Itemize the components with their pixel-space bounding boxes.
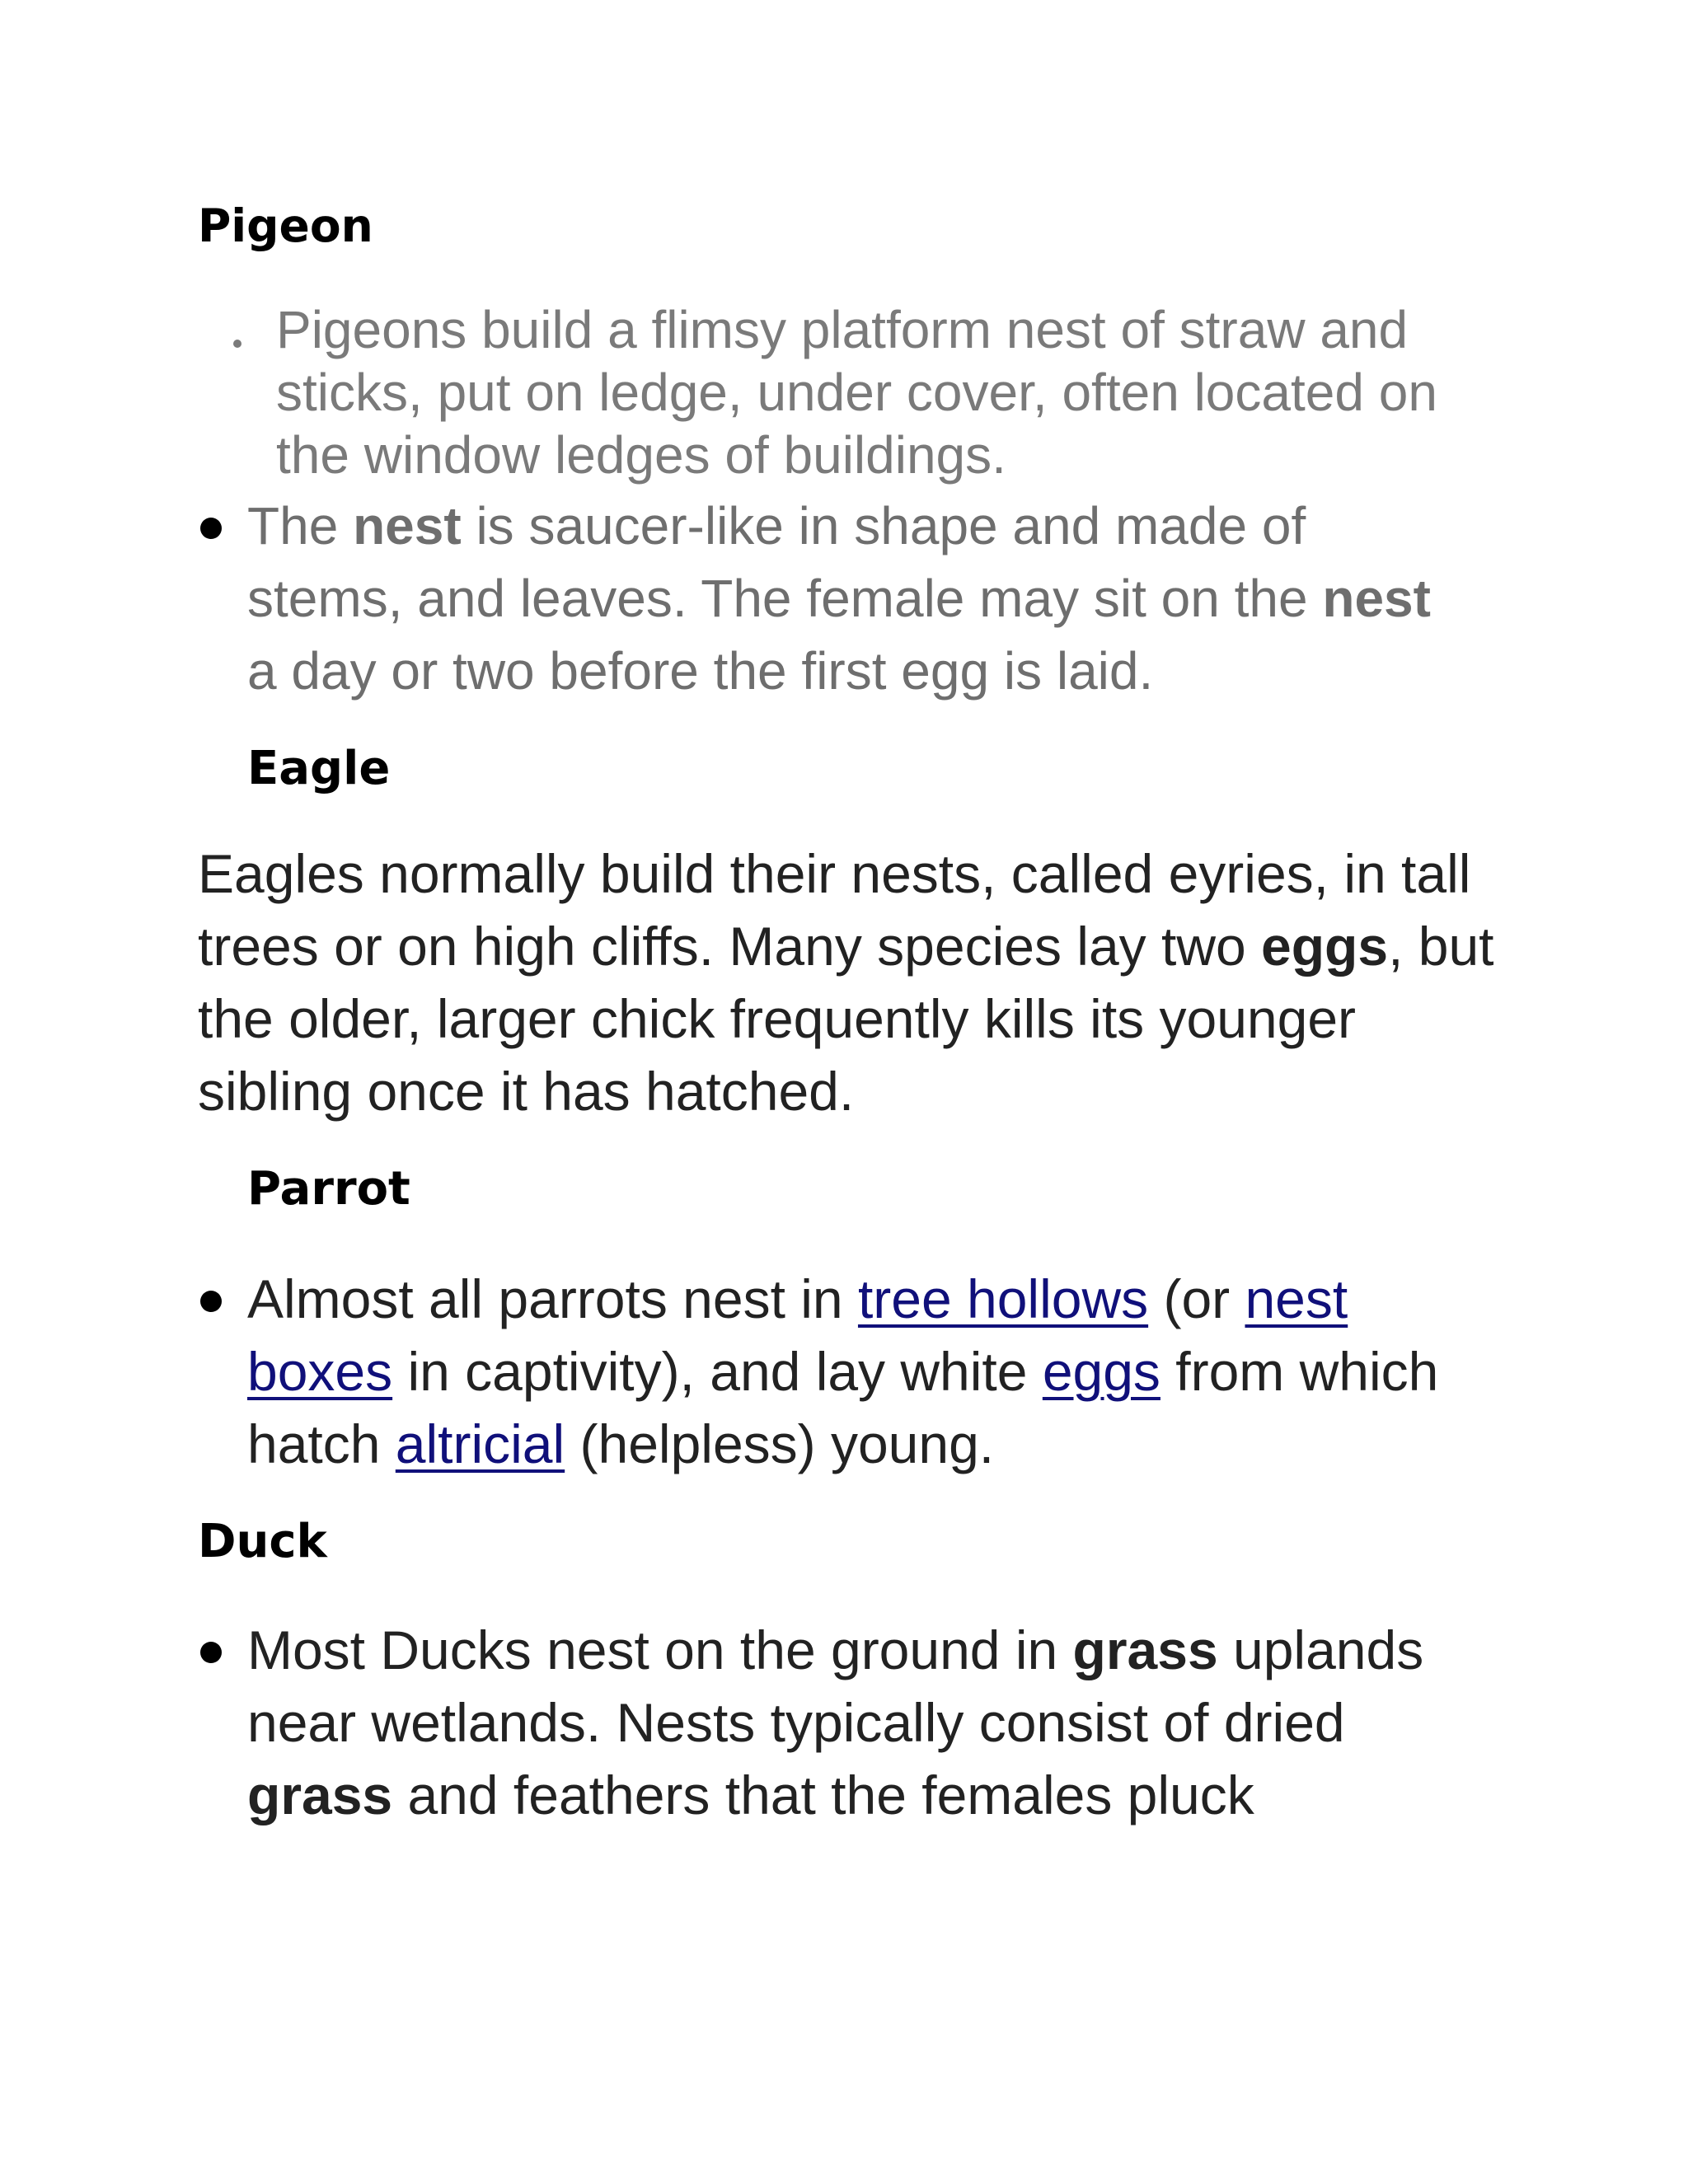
- bold-term: nest: [1322, 569, 1431, 628]
- link-nest-boxes[interactable]: nest boxes: [247, 1268, 1348, 1402]
- heading-duck: Duck: [198, 1515, 327, 1568]
- pigeon-bullet-1: Pigeons build a flimsy platform nest of straw and sticks, put on ledge, under cover, often located on the window ledges of buildings.: [276, 300, 1437, 485]
- bold-term: eggs: [1261, 916, 1389, 977]
- text-run: and feathers that the females pluck: [392, 1765, 1254, 1825]
- heading-parrot: Parrot: [247, 1162, 410, 1216]
- text-run: The: [247, 496, 354, 555]
- eagle-paragraph: [198, 837, 1517, 1127]
- text-run: uplands near wetlands. Nests typically consist of dried: [247, 1619, 1424, 1753]
- text-run: Eagles normally build their nests, called eyries, in tall trees or on high cliffs. Many species lay two: [198, 843, 1471, 977]
- bullet-dot-icon: [233, 340, 241, 348]
- heading-pigeon: Pigeon: [198, 199, 373, 252]
- heading-eagle: Eagle: [247, 742, 391, 795]
- text-run: (helpless) young.: [565, 1413, 995, 1474]
- bullet-dot-icon: [200, 1642, 222, 1663]
- parrot-bullet: [247, 1263, 1484, 1480]
- duck-bullet: [247, 1614, 1484, 1831]
- bold-term: grass: [1072, 1619, 1218, 1680]
- text-run: a day or two before the first egg is laid.: [247, 641, 1154, 701]
- link-tree-hollows[interactable]: tree hollows: [857, 1268, 1149, 1329]
- text-run: in captivity), and lay white: [392, 1341, 1043, 1402]
- link-eggs[interactable]: eggs: [1042, 1341, 1160, 1402]
- bullet-dot-icon: [200, 518, 222, 539]
- text-run: , but the older, larger chick frequently kills its younger sibling once it has hatched.: [198, 916, 1494, 1122]
- bold-term: grass: [247, 1765, 393, 1825]
- bold-term: nest: [353, 496, 462, 555]
- text-run: Almost all parrots nest in: [247, 1268, 858, 1329]
- text-run: Most Ducks nest on the ground in: [247, 1619, 1073, 1680]
- link-altricial[interactable]: altricial: [395, 1413, 565, 1474]
- text-run: (or: [1148, 1268, 1245, 1329]
- text-run: is saucer-like in shape and made of stems, and leaves. The female may sit on the: [247, 496, 1323, 628]
- bullet-dot-icon: [200, 1291, 222, 1312]
- text-run: from which hatch: [247, 1341, 1439, 1474]
- pigeon-bullet-2: [247, 490, 1467, 707]
